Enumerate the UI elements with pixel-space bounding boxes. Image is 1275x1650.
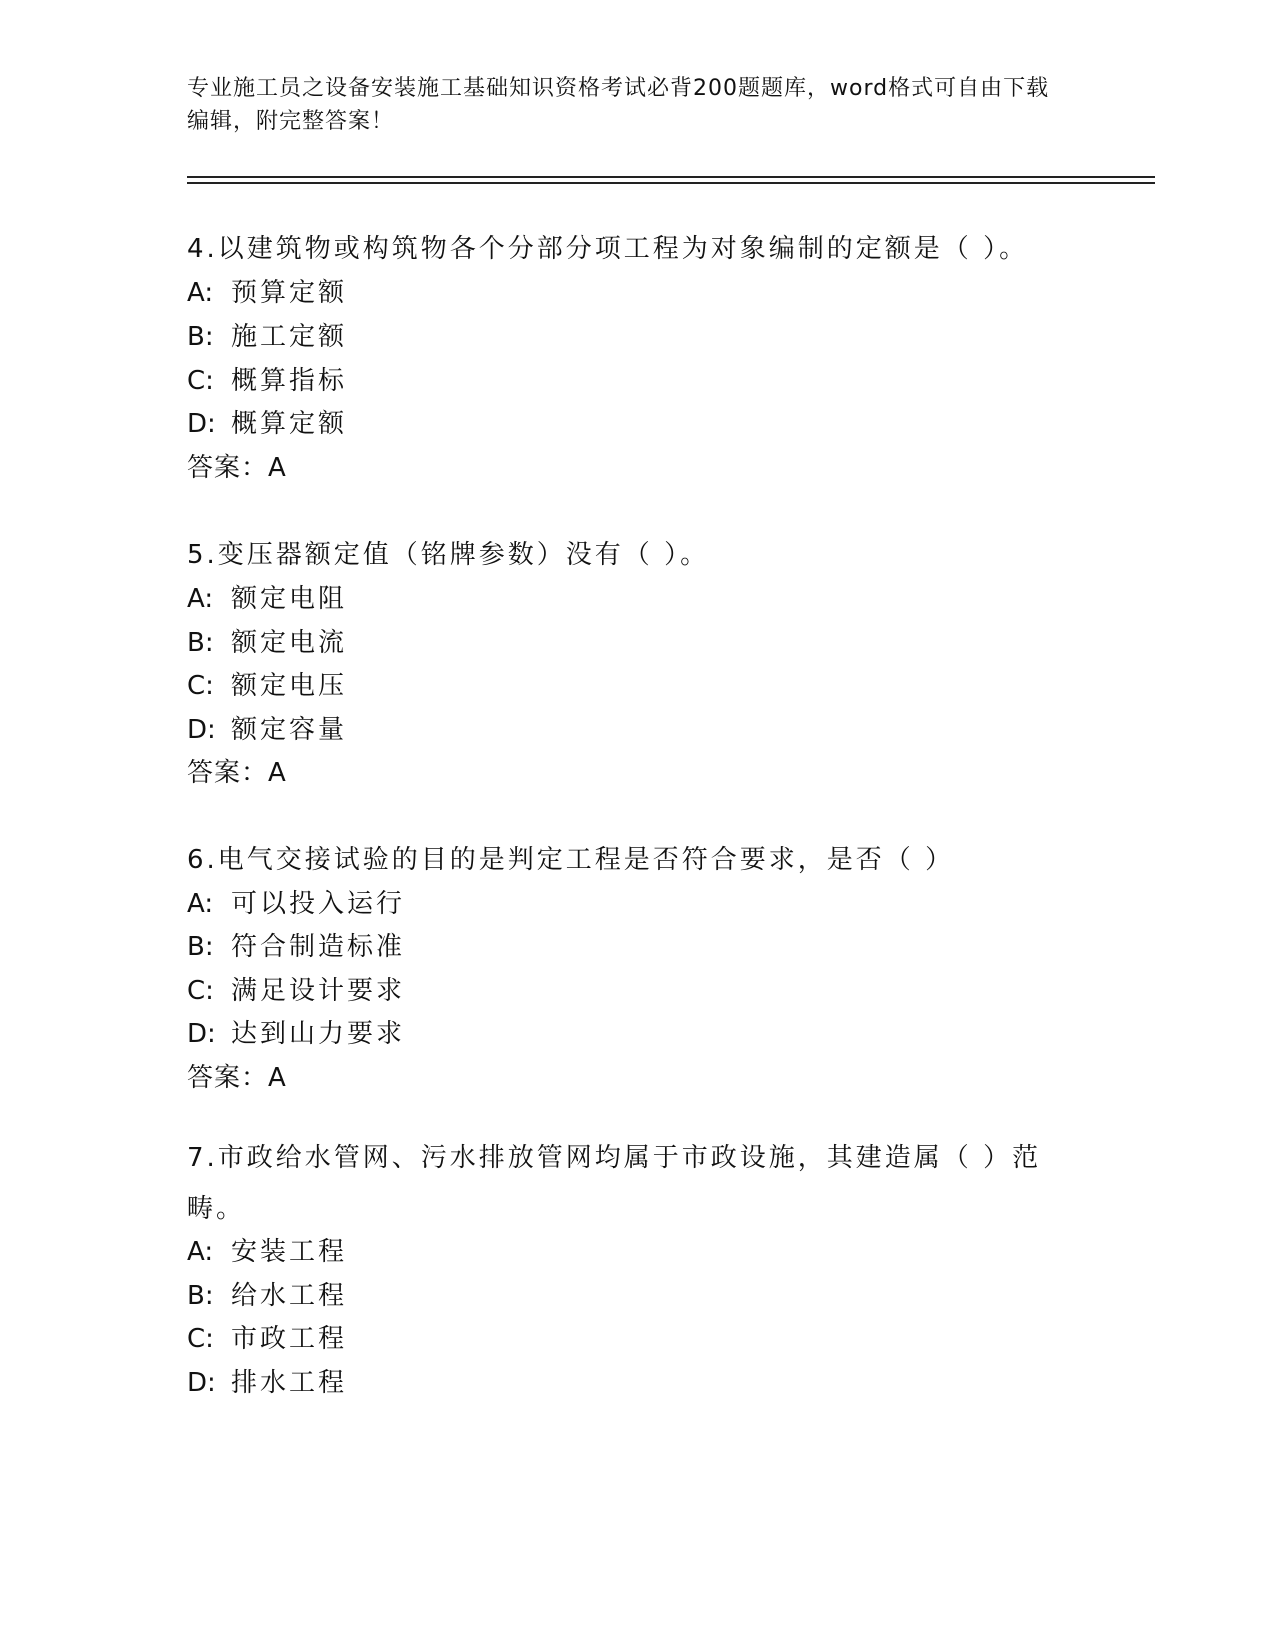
question-4-option-b [187,316,347,353]
option-text: 可以投入运行 [231,889,406,919]
question-6-option-c [187,970,405,1007]
question-7-option-b [187,1275,347,1312]
option-key: A: [187,584,214,614]
question-7-option-c [187,1318,347,1355]
question-7-text: 7.市政给水管网、污水排放管网均属于市政设施，其建造属（ ）范畴。 [187,1143,1042,1224]
option-text: 额定容量 [231,715,348,745]
option-text: 额定电压 [231,671,348,701]
option-text: 概算定额 [231,409,348,439]
option-text: 概算指标 [231,366,348,396]
question-5-option-a [187,578,347,615]
question-4-option-a [187,272,347,309]
option-text: 满足设计要求 [231,976,406,1006]
option-key: D: [187,715,216,745]
option-key: A: [187,889,214,919]
option-text: 排水工程 [231,1368,348,1398]
question-6-answer: 答案：A [187,1063,287,1093]
option-text: 符合制造标准 [231,932,406,962]
option-text: 额定电阻 [231,584,348,614]
option-key: C: [187,671,214,701]
option-key: B: [187,322,214,352]
question-4-option-c [187,360,347,397]
question-4-text: 4.以建筑物或构筑物各个分部分项工程为对象编制的定额是（ ）。 [187,234,1029,264]
header-divider-top [187,176,1155,178]
question-6-option-d [187,1013,405,1050]
option-key: A: [187,278,214,308]
question-5-option-b [187,622,347,659]
question-7-option-a [187,1231,347,1268]
option-key: D: [187,1019,216,1049]
question-4-option-d [187,403,347,440]
option-key: B: [187,932,214,962]
option-key: C: [187,976,214,1006]
question-5-text: 5.变压器额定值（铭牌参数）没有（ ）。 [187,540,710,570]
question-6-text: 6.电气交接试验的目的是判定工程是否符合要求，是否（ ） [187,845,955,875]
option-text: 施工定额 [231,322,348,352]
header-divider-bottom [187,182,1155,184]
question-6-option-b [187,926,405,963]
option-text: 给水工程 [231,1281,348,1311]
option-key: D: [187,409,216,439]
option-key: C: [187,366,214,396]
option-text: 安装工程 [231,1237,348,1267]
question-5-answer: 答案：A [187,758,287,788]
option-key: D: [187,1368,216,1398]
question-5-option-d [187,709,347,746]
option-text: 市政工程 [231,1324,348,1354]
option-key: C: [187,1324,214,1354]
question-7-option-d [187,1362,347,1399]
option-text: 预算定额 [231,278,348,308]
document-header: 专业施工员之设备安装施工基础知识资格考试必背200题题库，word格式可自由下载编辑，附完整答案！ [187,76,1050,134]
option-text: 达到山力要求 [231,1019,406,1049]
question-6-option-a [187,883,405,920]
question-5-option-c [187,665,347,702]
option-key: A: [187,1237,214,1267]
option-key: B: [187,1281,214,1311]
option-text: 额定电流 [231,628,348,658]
option-key: B: [187,628,214,658]
question-4-answer: 答案：A [187,453,287,483]
